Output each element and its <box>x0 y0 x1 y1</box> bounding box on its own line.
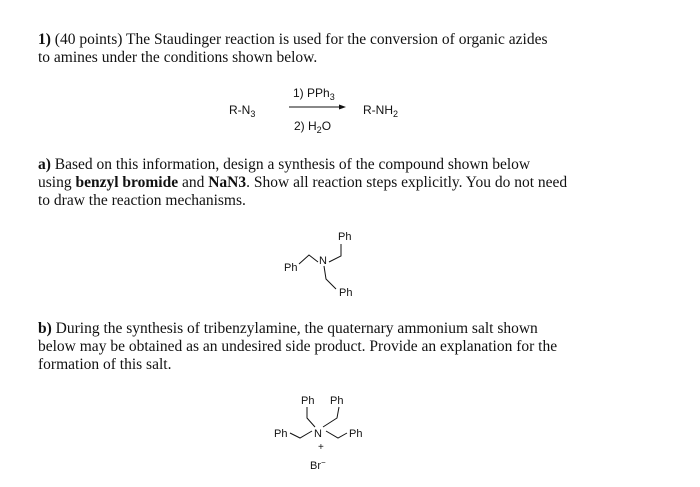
part-a-line-1-text: Based on this information, design a synthesis of the compound shown below <box>54 156 531 173</box>
part-a-line-3: to draw the reaction mechanisms. <box>38 192 246 209</box>
question-1-line-2: to amines under the conditions shown below. <box>38 49 318 66</box>
structure-b-bond-top-left <box>307 407 315 427</box>
part-b-text <box>38 320 678 374</box>
question-number: 1) <box>38 31 51 48</box>
structure-a-nitrogen: N <box>319 255 327 267</box>
part-a-line-2 <box>38 174 678 192</box>
question-1-text <box>38 31 678 67</box>
part-b-line-2: below may be obtained as an undesired side product. Provide an explanation for the <box>38 338 558 355</box>
reagent-2: 2) $H_2O$ <box>294 119 332 135</box>
structure-b-anion-text: Br <box>310 460 321 472</box>
structure-a-bond-left <box>299 255 318 264</box>
part-a-line-2-suffix: . Show all reaction steps explicitly. You do not need <box>246 174 568 191</box>
question-points: (40 points) <box>54 31 123 48</box>
structure-b-bond-top-right <box>323 407 339 427</box>
structure-a-bond-bottom <box>324 266 336 289</box>
part-b-line-3: formation of this salt. <box>38 356 172 373</box>
part-b-line-1-text: During the synthesis of tribenzylamine, the quaternary ammonium salt shown <box>55 320 538 337</box>
part-a-line-1 <box>38 156 678 174</box>
reagent-1: 1) PPh$_3$ <box>293 86 335 102</box>
structure-a-ph-bottom: Ph <box>339 287 353 299</box>
part-a-text <box>38 156 678 210</box>
structure-b-bond-left <box>290 431 312 438</box>
structure-b-nitrogen: N <box>314 428 322 440</box>
benzyl-bromide-term: benzyl bromide <box>75 174 179 191</box>
structure-a-ph-left: Ph <box>284 262 298 274</box>
structure-b-ph-right: Ph <box>349 428 363 440</box>
structure-b-ph-left: Ph <box>274 428 288 440</box>
part-a-label: a) <box>38 156 51 173</box>
part-a-line-2-mid: and <box>178 174 209 191</box>
structure-b-charge: + <box>318 442 324 453</box>
structure-a-bond-top <box>329 244 341 262</box>
question-1-line-1 <box>38 31 678 49</box>
reactant-formula: $R-N_3$ <box>229 103 256 119</box>
structure-b-ph-top-right: Ph <box>330 395 344 407</box>
product-formula: $R-NH_2$ <box>363 103 399 119</box>
part-b-label: b) <box>38 320 52 337</box>
structure-b-bond-right <box>326 431 347 438</box>
part-b-line-1 <box>38 320 678 338</box>
structure-b-anion: Br− <box>310 458 326 472</box>
structure-b-ph-top-left: Ph <box>301 395 315 407</box>
structure-a-ph-top: Ph <box>338 231 352 243</box>
reaction-arrowhead <box>339 105 346 110</box>
question-1-line-1-text: The Staudinger reaction is used for the conversion of organic azides <box>126 31 548 48</box>
part-a-line-2-prefix: using <box>38 174 76 191</box>
sodium-azide-term: NaN3 <box>208 174 247 191</box>
